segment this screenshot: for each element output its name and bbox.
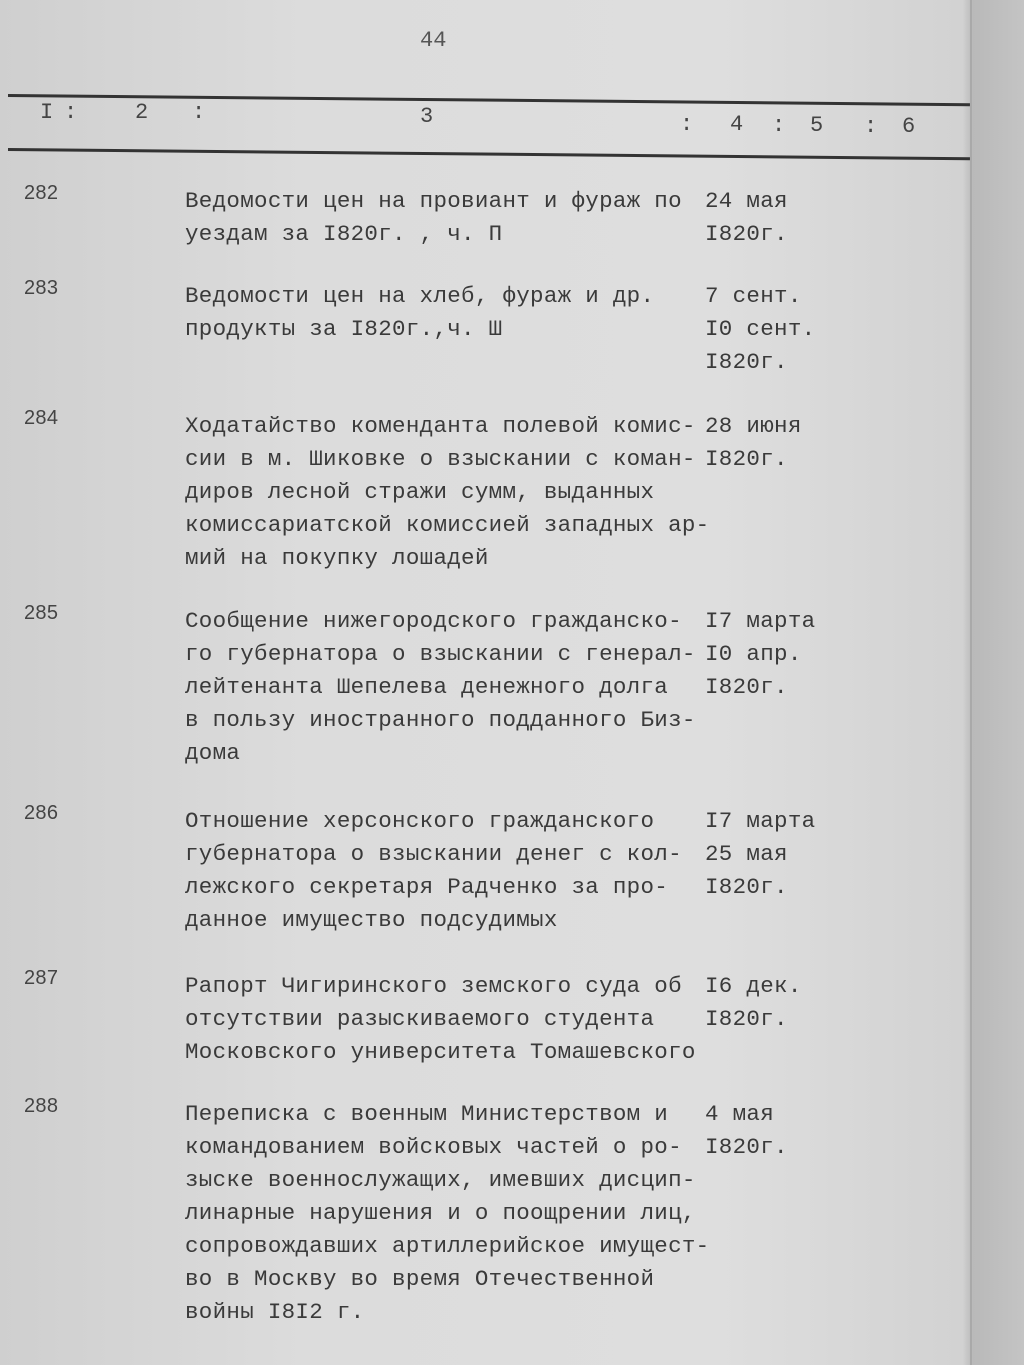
entry-description [185,805,682,937]
description-line: дома [185,740,241,766]
entry-description [185,1098,709,1329]
description-line: Ходатайство коменданта полевой комис- [185,413,696,439]
header-rule-top [8,94,970,106]
date-line: I0 сент. [705,316,816,342]
description-line: Переписка с военным Министерством и [185,1101,669,1127]
description-line: уездам за I820г. , ч. П [185,221,503,247]
description-line: лежского секретаря Радченко за про- [185,874,669,900]
description-line: данное имущество подсудимых [185,907,558,933]
entry-number: 282 [24,182,59,204]
date-line: I820г. [705,349,788,375]
description-line: Ведомости цен на хлеб, фураж и др. [185,283,655,309]
page-edge [970,0,972,1365]
col-5: 5 [810,113,824,138]
entry-dates [705,605,815,704]
date-line: I6 дек. [705,973,802,999]
description-line: Сообщение нижегородского гражданско- [185,608,682,634]
entry-dates [705,280,815,379]
entry-dates [705,805,815,904]
description-line: во в Москву во время Отечественной [185,1266,655,1292]
date-line: 28 июня [705,413,802,439]
entry-description [185,605,696,770]
description-line: губернатора о взыскании денег с кол- [185,841,682,867]
date-line: I820г. [705,874,788,900]
description-line: командованием войсковых частей о ро- [185,1134,682,1160]
date-line: 24 мая [705,188,788,214]
entry-number: 288 [24,1095,59,1117]
description-line: Ведомости цен на провиант и фураж по [185,188,682,214]
date-line: I820г. [705,221,788,247]
entry-dates [705,185,788,251]
description-line: мий на покупку лошадей [185,545,489,571]
date-line: 7 сент. [705,283,802,309]
date-line: 25 мая [705,841,788,867]
description-line: Московского университета Томашевского [185,1039,696,1065]
description-line: отсутствии разыскиваемого студента [185,1006,655,1032]
date-line: I7 марта [705,808,816,834]
date-line: I7 марта [705,608,816,634]
entry-dates [705,410,802,476]
col-4: 4 [730,112,744,137]
description-line: сопровождавших артиллерийское имущест- [185,1233,710,1259]
description-line: Отношение херсонского гражданского [185,808,655,834]
entry-description [185,410,709,575]
description-line: лейтенанта Шепелева денежного долга [185,674,669,700]
description-line: диров лесной стражи сумм, выданных [185,479,655,505]
entry-number: 287 [24,967,59,989]
date-line: I820г. [705,446,788,472]
date-line: 4 мая [705,1101,775,1127]
col-3: 3 [420,104,434,129]
description-line: в пользу иностранного подданного Биз- [185,707,696,733]
col-2: 2 [135,100,149,125]
entry-number: 286 [24,802,59,824]
entry-number: 285 [24,602,59,624]
date-line: I820г. [705,1006,788,1032]
description-line: продукты за I820г.,ч. Ш [185,316,503,342]
date-line: I820г. [705,674,788,700]
description-line: войны I8I2 г. [185,1299,365,1325]
entry-number: 283 [24,277,59,299]
description-line: го губернатора о взыскании с генерал- [185,641,696,667]
description-line: сии в м. Шиковке о взыскании с коман- [185,446,696,472]
page-number: 44 [420,28,447,53]
header-rule-bottom [8,148,970,160]
entry-dates [705,970,802,1036]
date-line: I820г. [705,1134,788,1160]
col-1: I [40,100,54,125]
col-6: 6 [902,114,916,139]
entry-description [185,970,696,1069]
entry-number: 284 [24,407,59,429]
description-line: зыске военнослужащих, имевших дисцип- [185,1167,696,1193]
description-line: линарные нарушения и о поощрении лиц, [185,1200,696,1226]
description-line: комиссариатской комиссией западных ар- [185,512,710,538]
entry-description [185,280,654,346]
entry-dates [705,1098,788,1164]
entry-description [185,185,682,251]
description-line: Рапорт Чигиринского земского суда об [185,973,682,999]
date-line: I0 апр. [705,641,802,667]
